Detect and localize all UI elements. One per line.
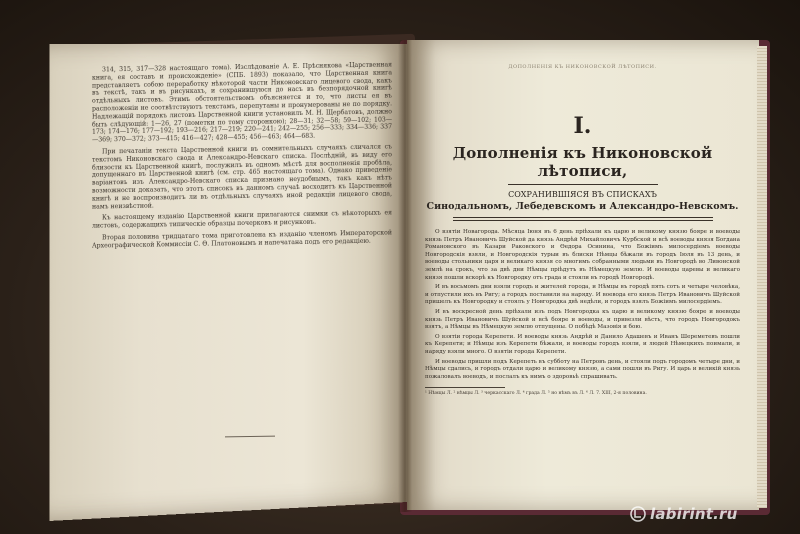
right-paragraph-2: И въ восьмомъ дни взяли городъ и жителей города, и Нѣмцы въ городѣ пять сотъ и четыре человѣка, и отпустили ихъ въ Ригу; а городъ поставили на наряду. И воевода его князь Петръ Ивановичъ Шуйской пришелъ къ Новгородку и стоялъ у Новгородка двѣ недѣли, и городъ взялъ Божіимъ милосердіемъ. [425, 284, 740, 306]
right-paragraph-1: О взятіи Новагорода. Мѣсяца Іюня въ 6 день пріѣхали къ царю и великому князю бояре и воеводы князь Петръ Ивановичъ Шуйской да князь Андрѣй Михайловичъ Курбской и всѣ воеводы князя Богдана Романовского въ Казари Раковского и Ѳедора Осинина, что Божіимъ милосердіемъ воеводы Новгородскія взяли, и Новгородскія турыи въ блиски Нѣмцы бѣжали въ городъ Іюля въ 13 день, и воеводы стольники царя и великаго князя со многимъ собранными людьми въ Новгородѣ во Ливонской землѣ на срокъ, что за двѣ дни Нѣмцы пріѣдутъ въ Нѣмецкую землю. И воеводы царевы и великаго князя пошли вскорѣ къ Новгородку отъ града и стояли въ городѣ Новгородѣ. [425, 229, 740, 281]
book-spine-shadow [398, 40, 412, 512]
labirint-logo-icon [630, 506, 646, 522]
chapter-title: Дополненія къ Никоновской лѣтописи, [452, 144, 713, 180]
right-paragraph-3: И въ воскресной день пріѣхали изъ подъ Новгородка къ царю и великому князю бояре и воеводы князь Петръ Ивановичъ Шуйской и всѣ бояре и воеводы, и привезли вѣсть, что городъ Новгородокъ взятъ, а Нѣмцы въ Нѣмецкую землю отпущены. О побѣдѣ Мазовія и бою. [425, 308, 740, 331]
left-paragraph-1: 314, 315, 317—328 настоящаго тома). Изслѣдованіе А. Е. Прѣснякова «Царственная книга, ея составъ и происхожденіе» (СПБ. 1893) показало, что Царственная книга представляетъ собою переработку нѣкоторой части Никоновскаго лицевого свода, какъ въ текстѣ, такъ и въ рисункахъ, и сохранившуюся до насъ въ безпорядочной книгѣ отдѣльныхъ листовъ. Этимъ обстоятельствомъ объясняется и то, что листы ея въ расположеніи не соотвѣтствуютъ текстамъ, перепутаны и пронумерованы не по порядку. Надлежащій порядокъ листовъ Царственной книги установилъ М. Н. Щербатовъ, должно быть слѣдующій: 1—26, 27 (пометки по тому сторонкою); 28—31; 32—58; 59—102; 103—173; 174—176; 177—192; 193—216; 217—219; 220—241; 242—255; 256—333; 334—336; 337—369; 370—372; 373—415; 416—427; 428—455; 456—463; 464—683. [92, 61, 392, 144]
right-body-text [425, 229, 740, 381]
chapter-subtitle-manuscripts: Синодальномъ, Лебедевскомъ и Александро-Невскомъ. [426, 201, 739, 212]
right-paragraph-4: О взятіи города Керепети. И воеводы князь Андрѣй и Данило Адашевъ и Иванъ Шереметевъ пошли къ Керепети; и Нѣмцы изъ Керепети бѣжали, и воеводы городъ взяли, и людей Нѣмецкихъ поимали, и наряду взяли много. О взятіи города Керепети. [425, 333, 740, 355]
page-edges [757, 46, 767, 508]
running-header: ДОПОЛНЕНІЯ КЪ НИКОНОВСКОЙ ЛѢТОПИСИ. [508, 64, 657, 70]
chapter-subtitle: СОХРАНИВШІЯСЯ ВЪ СПИСКАХЪ [508, 190, 657, 199]
left-page-text [92, 61, 392, 254]
left-paragraph-2: При печатаніи текста Царственной книги въ сомнительныхъ случаяхъ сличался съ текстомъ Никоновскаго свода и Александро-Невскаго списка. Послѣдній, въ виду его близости къ Царственной книгѣ, послужилъ въ одномъ мѣстѣ для восполненія пробѣла, допущеннаго въ Царственной книгѣ (см. стр. 465 настоящаго тома). Однако приведеніе варіантовъ изъ Александро-Невскаго списка признано неудобнымъ, такъ какъ нѣтъ возможности доказать, что этотъ списокъ въ данномъ случаѣ восходитъ къ Царственной книгѣ и не воспроизводитъ ли въ отдѣльныхъ случаяхъ иной редакціи лицевого свода, намъ неизвѣстной. [92, 143, 392, 211]
footnote-rule [425, 387, 505, 388]
watermark: labirint.ru [650, 505, 738, 523]
right-paragraph-5: И воеводы пришли подъ Керепеть въ субботу на Петровъ день, и стояли подъ городомъ четыре дни, и Нѣмцы сдались, и городъ отдали царю и великому князю, а сами пошли въ Ригу. И царь и великій князь пожаловалъ воеводъ, и послалъ къ нимъ о здоровьѣ спрашивать. [425, 358, 740, 380]
chapter-number: I. [573, 113, 592, 139]
footnotes: ¹ Нѣмцы Л. ² нѣмцы Л. ³ черкасскаго Л. ⁴ града Л. ⁵ но нѣмъ въ Л. ⁶ Л. 7. XIII, 2-я половина. [425, 391, 647, 397]
right-page-content [425, 64, 740, 398]
left-paragraph-3: Къ настоящему изданію Царственной книги прилагаются снимки съ нѣкоторыхъ ея листовъ, содержащихъ типическіе образцы почерковъ и рисунковъ. [92, 209, 392, 230]
left-paragraph-4: Вторая половина тридцатаго тома приготовлена къ изданію членомъ Императорской Археографической Коммиссіи С. Ѳ. Платоновымъ и напечатана подъ его редакціею. [92, 229, 392, 250]
double-rule [453, 217, 713, 221]
title-rule [508, 184, 658, 185]
